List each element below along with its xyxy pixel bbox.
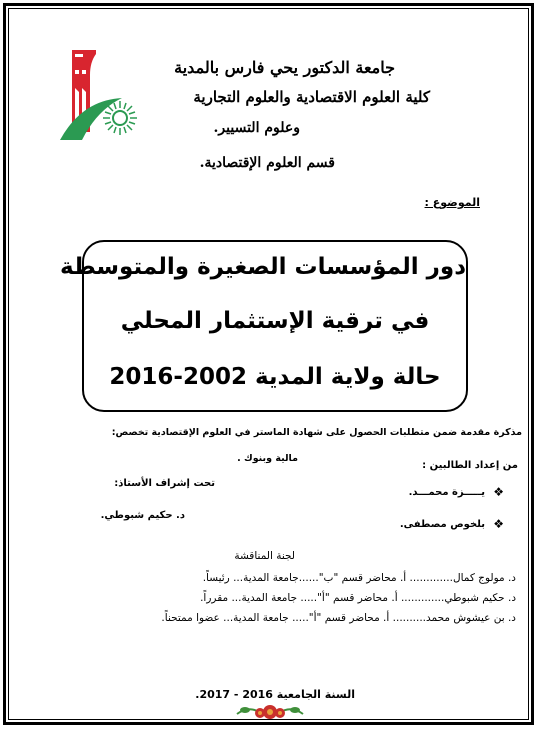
title-line-3: حالة ولاية المدية 2002-2016 [109, 364, 441, 390]
title-line-2: في ترقية الإستثمار المحلي [120, 308, 430, 334]
diamond-bullet-icon: ❖ [493, 485, 504, 499]
supervisor-name: د. حكيم شبوطي. [100, 510, 185, 521]
university-name: جامعة الدكتور يحي فارس بالمدية [174, 58, 395, 77]
students-label: من إعداد الطالبين : [422, 460, 518, 471]
faculty-name: كلية العلوم الاقتصادية والعلوم التجارية [193, 88, 430, 106]
university-logo [52, 40, 142, 150]
department-name: قسم العلوم الإقتصادية. [199, 155, 335, 171]
student-name-1: يـــــزة محمـــد. [408, 487, 485, 498]
faculty-name-cont: وعلوم التسيير. [213, 120, 300, 136]
subject-label: الموضوع : [424, 196, 480, 209]
committee-member-1: د. مولوج كمال............. أ. محاضر قسم "ب"......جامعة المدية... رئيساً. [202, 572, 516, 584]
memo-line-1: مذكرة مقدمة ضمن متطلبات الحصول على شهادة الماستر في العلوم الإقتصادية تخصص: [111, 427, 522, 438]
flower-ornament [235, 703, 305, 721]
diamond-bullet-icon: ❖ [493, 517, 504, 531]
committee-member-3: د. بن عيشوش محمد.......... أ. محاضر قسم "أ"..... جامعة المدية... عضوا ممتحناً. [161, 612, 516, 624]
student-name-2: بلخوص مصطفى. [399, 519, 485, 530]
committee-label: لجنة المناقشة [234, 550, 295, 562]
title-line-1: دور المؤسسات الصغيرة والمتوسطة [60, 254, 466, 280]
memo-line-2: مالية وبنوك . [237, 453, 298, 464]
academic-year: السنة الجامعية 2016 - 2017. [195, 688, 355, 701]
title-box [60, 240, 468, 412]
committee-member-2: د. حكيم شبوطي............. أ. محاضر قسم "أ"..... جامعة المدية... مقرراً. [200, 592, 516, 604]
supervisor-label: تحت إشراف الأستاذ: [114, 478, 215, 489]
